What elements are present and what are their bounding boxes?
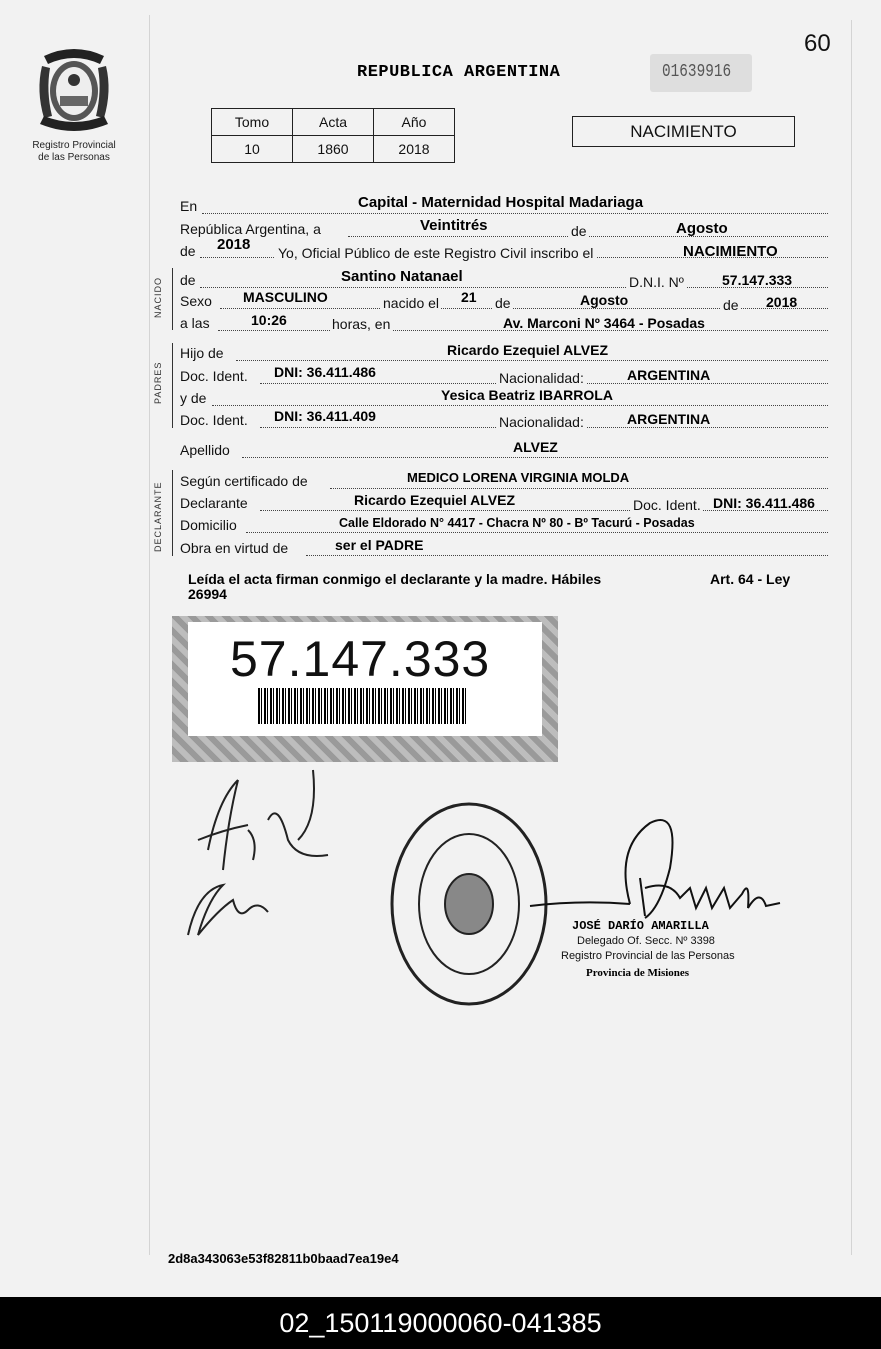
domicilio-label: Domicilio	[180, 517, 237, 533]
serial-number: 01639916	[662, 62, 732, 82]
dotted-line	[242, 457, 828, 458]
de-label: de	[180, 243, 196, 259]
child-dni-field: 57.147.333	[722, 272, 793, 288]
declarante-side-label: DECLARANTE	[153, 481, 163, 552]
declarante-field: Ricardo Ezequiel ALVEZ	[354, 492, 516, 508]
table-header-tomo: Tomo	[212, 109, 293, 136]
record-type-box: NACIMIENTO	[572, 116, 795, 147]
section-bracket	[172, 343, 173, 428]
dotted-line	[246, 532, 828, 533]
apellido-label: Apellido	[180, 442, 230, 458]
obra-field: ser el PADRE	[335, 537, 424, 553]
birth-month-field: Agosto	[580, 292, 629, 308]
closing-text-line1-right: Art. 64 - Ley	[710, 571, 791, 587]
sexo-label: Sexo	[180, 293, 212, 309]
nacido-side-label: NACIDO	[153, 276, 163, 318]
declarante-label: Declarante	[180, 495, 248, 511]
dotted-line	[212, 405, 828, 406]
birth-day-field: 21	[461, 289, 477, 305]
hijo-de-label: Hijo de	[180, 345, 224, 361]
page-number: 60	[804, 30, 831, 57]
official-role: Delegado Of. Secc. Nº 3398	[577, 935, 715, 947]
official-province: Provincia de Misiones	[586, 967, 690, 979]
sexo-field: MASCULINO	[243, 289, 328, 305]
father-nationality-field: ARGENTINA	[627, 367, 711, 383]
obra-label: Obra en virtud de	[180, 540, 289, 556]
nacionalidad-label: Nacionalidad:	[499, 414, 584, 430]
padres-side-label: PADRES	[153, 361, 163, 404]
logo-caption-line1: Registro Provincial	[32, 140, 116, 151]
birth-place-field: Capital - Maternidad Hospital Madariaga	[358, 194, 644, 211]
right-margin-line	[851, 20, 852, 1255]
certificado-label: Según certificado de	[180, 473, 308, 489]
day-words-field: Veintitrés	[420, 217, 488, 234]
table-value-anio: 2018	[374, 136, 455, 163]
apellido-field: ALVEZ	[513, 439, 558, 455]
dotted-line	[330, 488, 828, 489]
republica-label: República Argentina, a	[180, 221, 321, 237]
de-label: de	[495, 295, 511, 311]
en-label: En	[180, 198, 198, 214]
y-de-label: y de	[180, 390, 207, 406]
birth-time-field: 10:26	[251, 312, 287, 328]
table-header-acta: Acta	[293, 109, 374, 136]
table-value-acta: 1860	[293, 136, 374, 163]
nacionalidad-label: Nacionalidad:	[499, 370, 584, 386]
certificate-field: MEDICO LORENA VIRGINIA MOLDA	[407, 470, 630, 485]
section-bracket	[172, 268, 173, 330]
year-field: 2018	[217, 236, 251, 253]
signature	[520, 808, 790, 933]
de-label: de	[723, 297, 739, 313]
de-label: de	[571, 223, 587, 239]
father-name-field: Ricardo Ezequiel ALVEZ	[447, 342, 609, 358]
footer-bar	[0, 1297, 881, 1349]
barcode	[258, 688, 468, 724]
father-doc-field: DNI: 36.411.486	[274, 364, 376, 380]
dotted-line	[306, 555, 828, 556]
mother-doc-field: DNI: 36.411.409	[274, 408, 376, 424]
doc-ident-label: Doc. Ident.	[180, 412, 248, 428]
closing-text-line2: 26994	[188, 586, 227, 602]
signature	[178, 760, 348, 950]
dni-sticker	[172, 616, 558, 762]
child-name-field: Santino Natanael	[341, 268, 463, 285]
tomo-acta-anio-table	[211, 108, 455, 163]
dni-label: D.N.I. Nº	[629, 274, 684, 290]
dotted-line	[236, 360, 828, 361]
oficial-text: Yo, Oficial Público de este Registro Civil inscribo el	[275, 245, 596, 261]
birth-year-field: 2018	[766, 294, 798, 310]
table-value-tomo: 10	[212, 136, 293, 163]
de-label: de	[180, 272, 196, 288]
doc-ident-label: Doc. Ident.	[633, 497, 701, 513]
mother-name-field: Yesica Beatriz IBARROLA	[441, 387, 613, 403]
official-office: Registro Provincial de las Personas	[561, 950, 735, 962]
document-hash: 2d8a343063e53f82811b0baad7ea19e4	[168, 1251, 399, 1266]
left-margin-line	[149, 15, 150, 1255]
province-seal-logo	[34, 46, 114, 136]
month-field: Agosto	[676, 220, 728, 237]
horas-label: horas, en	[332, 316, 391, 332]
nacido-el-label: nacido el	[383, 295, 440, 311]
domicilio-field: Calle Eldorado N° 4417 - Chacra Nº 80 - Bº Tacurú - Posadas	[339, 516, 695, 530]
a-las-label: a las	[180, 315, 210, 331]
closing-text-line1: Leída el acta firman conmigo el declarante y la madre. Hábiles	[188, 571, 602, 587]
doc-ident-label: Doc. Ident.	[180, 368, 248, 384]
dotted-line	[202, 213, 828, 214]
document-title: REPUBLICA ARGENTINA	[357, 63, 561, 82]
table-header-anio: Año	[374, 109, 455, 136]
declarante-doc-field: DNI: 36.411.486	[713, 495, 815, 511]
official-name: JOSÉ DARÍO AMARILLA	[572, 919, 709, 933]
footer-id: 02_150119000060-041385	[279, 1308, 602, 1338]
sticker-number: 57.147.333	[230, 631, 491, 687]
birth-address-field: Av. Marconi Nº 3464 - Posadas	[503, 315, 705, 331]
logo-caption-line2: de las Personas	[38, 152, 110, 163]
mother-nationality-field: ARGENTINA	[627, 411, 711, 427]
event-field: NACIMIENTO	[683, 243, 778, 260]
section-bracket	[172, 470, 173, 556]
